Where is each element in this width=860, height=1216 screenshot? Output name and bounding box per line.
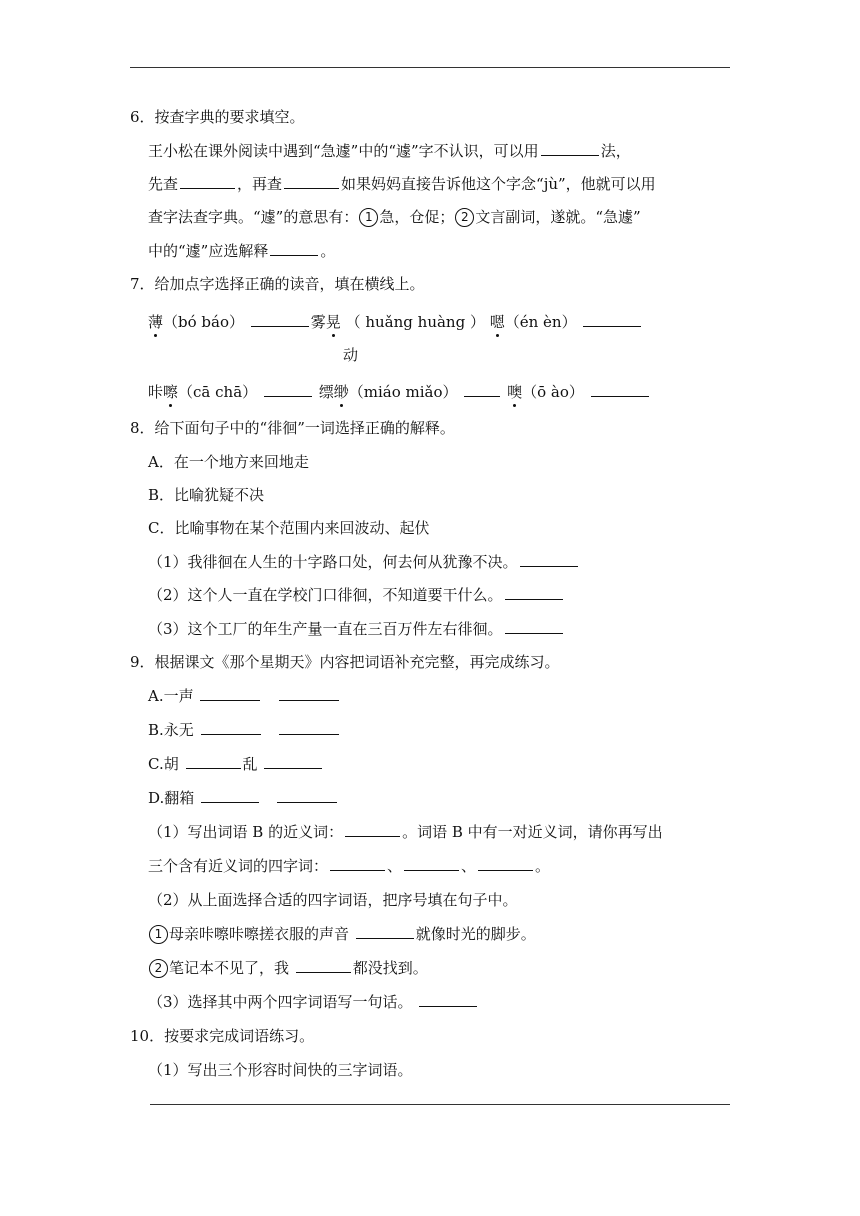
q8-sentence-1: （1）我徘徊在人生的十字路口处，何去何从犹豫不决。 bbox=[148, 552, 748, 572]
answer-blank[interactable] bbox=[591, 382, 649, 397]
circled-number: 1 bbox=[359, 208, 378, 227]
q9-part-2: （2）从上面选择合适的四字词语，把序号填在句子中。 bbox=[148, 891, 518, 909]
q9-word-a: A.一声 bbox=[148, 686, 748, 706]
answer-blank[interactable] bbox=[505, 585, 563, 600]
q9-part-1-cont: 三个含有近义词的四字词： 、 、 。 bbox=[148, 857, 551, 875]
answer-blank[interactable] bbox=[356, 924, 414, 939]
circled-number: 2 bbox=[149, 959, 168, 978]
q9-part-2-a: 1 母亲咔嚓咔嚓搓衣服的声音 就像时光的脚步。 bbox=[148, 924, 748, 944]
dotted-char: 嚓 bbox=[163, 383, 179, 401]
q7-row-2: 咔嚓（cā chā） 缥缈（miáo miǎo） 噢（ō ào） bbox=[148, 382, 748, 402]
answer-blank[interactable] bbox=[279, 720, 339, 735]
q10-part-1: （1）写出三个形容时间快的三字词语。 bbox=[148, 1061, 413, 1079]
answer-blank[interactable] bbox=[296, 958, 351, 973]
answer-blank[interactable] bbox=[201, 720, 261, 735]
answer-blank[interactable] bbox=[520, 552, 578, 567]
answer-blank[interactable] bbox=[345, 822, 400, 837]
q8-title: 8．给下面句子中的“徘徊”一词选择正确的解释。 bbox=[130, 419, 455, 437]
q9-part-2-b: 2 笔记本不见了，我 都没找到。 bbox=[148, 958, 748, 978]
answer-blank[interactable] bbox=[201, 788, 259, 803]
answer-blank[interactable] bbox=[583, 312, 641, 327]
dotted-char: 嗯 bbox=[489, 313, 505, 331]
q6-line-3: 查字法查字典。“遽”的意思有： 1 急，仓促； 2 文言副词，遂就。“急遽” bbox=[148, 208, 641, 226]
q9-part-1: （1）写出词语 B 的近义词： 。词语 B 中有一对近义词，请你再写出 bbox=[148, 823, 663, 841]
dotted-char: 晃 bbox=[325, 313, 341, 331]
q6-line-1: 王小松在课外阅读中遇到“急遽”中的“遽”字不认识，可以用 法， bbox=[148, 142, 631, 160]
answer-blank[interactable] bbox=[251, 312, 309, 327]
q6-line-4: 中的“遽”应选解释 。 bbox=[148, 242, 336, 260]
answer-blank[interactable] bbox=[264, 754, 322, 769]
q8-option-c: C．比喻事物在某个范围内来回波动、起伏 bbox=[148, 519, 430, 537]
q9-word-c: C.胡 乱 bbox=[148, 754, 748, 774]
answer-blank[interactable] bbox=[180, 174, 235, 189]
q9-word-b: B.永无 bbox=[148, 720, 748, 740]
answer-blank[interactable] bbox=[330, 856, 385, 871]
answer-blank[interactable] bbox=[505, 619, 563, 634]
q6-title: 6．按查字典的要求填空。 bbox=[130, 108, 305, 126]
answer-blank[interactable] bbox=[404, 856, 459, 871]
circled-number: 2 bbox=[455, 208, 474, 227]
q7-title: 7．给加点字选择正确的读音，填在横线上。 bbox=[130, 275, 425, 293]
q8-sentence-3: （3）这个工厂的年生产量一直在三百万件左右徘徊。 bbox=[148, 619, 748, 639]
footer-rule bbox=[150, 1104, 730, 1105]
header-rule bbox=[130, 67, 730, 68]
q9-title: 9．根据课文《那个星期天》内容把词语补充完整，再完成练习。 bbox=[130, 653, 560, 671]
answer-blank[interactable] bbox=[186, 754, 241, 769]
answer-blank[interactable] bbox=[279, 686, 339, 701]
q9-word-d: D.翻箱 bbox=[148, 788, 748, 808]
q6-line-2: 先查 ，再查 如果妈妈直接告诉他这个字念“jù”，他就可以用 bbox=[148, 175, 656, 193]
answer-blank[interactable] bbox=[541, 141, 599, 156]
dotted-char: 缈 bbox=[333, 383, 349, 401]
q8-option-b: B．比喻犹疑不决 bbox=[148, 486, 265, 504]
q10-title: 10．按要求完成词语练习。 bbox=[130, 1027, 315, 1045]
q7-row-1: 薄（bó báo） 雾晃 （ huǎng huàng ） 嗯（én èn） bbox=[148, 312, 748, 332]
circled-number: 1 bbox=[149, 925, 168, 944]
dotted-char: 薄 bbox=[148, 313, 164, 331]
q8-option-a: A．在一个地方来回地走 bbox=[148, 453, 309, 471]
answer-blank[interactable] bbox=[284, 174, 339, 189]
answer-blank[interactable] bbox=[464, 382, 500, 397]
answer-blank[interactable] bbox=[270, 241, 318, 256]
answer-blank[interactable] bbox=[419, 992, 477, 1007]
q8-sentence-2: （2）这个人一直在学校门口徘徊，不知道要干什么。 bbox=[148, 585, 748, 605]
answer-blank[interactable] bbox=[478, 856, 533, 871]
answer-blank[interactable] bbox=[264, 382, 312, 397]
answer-blank[interactable] bbox=[277, 788, 337, 803]
answer-blank[interactable] bbox=[200, 686, 260, 701]
dotted-char: 噢 bbox=[507, 383, 523, 401]
q9-part-3: （3）选择其中两个四字词语写一句话。 bbox=[148, 992, 748, 1012]
q7-row-1-wrap: 动 bbox=[343, 346, 359, 364]
